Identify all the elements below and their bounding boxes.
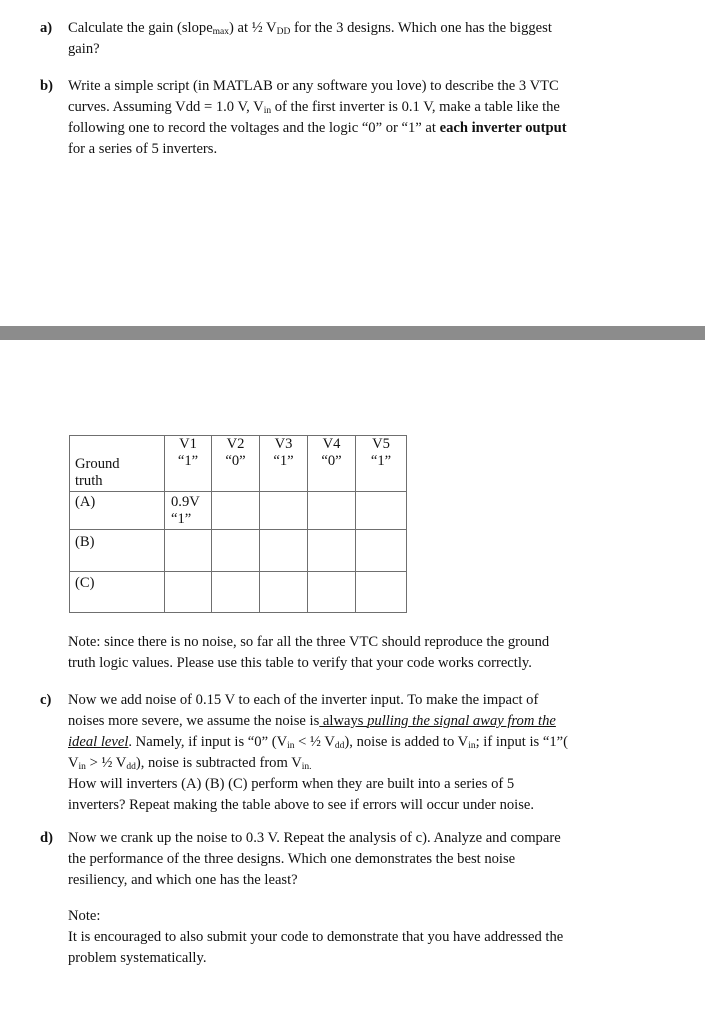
- section-divider: [0, 326, 705, 340]
- cell-b-v3: [260, 530, 308, 572]
- note-submit-code: Note: It is encouraged to also submit your code to demonstrate that you have addressed the problem systematically.: [68, 908, 564, 966]
- part-c-label: c): [40, 692, 52, 708]
- ground-truth-label: Ground truth: [70, 436, 165, 492]
- table-header-row: [70, 436, 407, 492]
- v1-header: V1 “1”: [165, 436, 212, 492]
- note-no-noise: Note: since there is no noise, so far all the three VTC should reproduce the ground truth logic values. Please use this table to verify that your code works correctly.: [68, 634, 550, 671]
- v2-header: V2 “0”: [212, 436, 260, 492]
- row-label-b: (B): [70, 530, 165, 572]
- table-row: [70, 492, 407, 530]
- table-row: [70, 530, 407, 572]
- part-a-text: Calculate the gain (slope$_{max}$) at ½ $V_{DD}$ for the 3 designs. Which one has the biggest gain?: [68, 20, 552, 57]
- cell-c-v3: [260, 572, 308, 613]
- cell-a-v4: [308, 492, 356, 530]
- v3-header: V3 “1”: [260, 436, 308, 492]
- cell-c-v2: [212, 572, 260, 613]
- cell-b-v4: [308, 530, 356, 572]
- cell-a-v5: [356, 492, 407, 530]
- cell-c-v4: [308, 572, 356, 613]
- voltage-table: [69, 435, 407, 613]
- part-d-text: Now we crank up the noise to 0.3 V. Repeat the analysis of c). Analyze and compare the performance of the three designs. Which one demonstrates the best noise resiliency, and which one has the least?: [68, 830, 561, 888]
- row-label-a: (A): [70, 492, 165, 530]
- cell-a-v2: [212, 492, 260, 530]
- cell-b-v5: [356, 530, 407, 572]
- cell-b-v2: [212, 530, 260, 572]
- v4-header: V4 “0”: [308, 436, 356, 492]
- table-row: [70, 572, 407, 613]
- part-c-text: Now we add noise of 0.15 V to each of the inverter input. To make the impact of noises more severe, we assume the noise is always pulling the signal away from the ideal level. Namely, if input is “0” ($V_{in}$ < ½ $V_{dd}$), noise is added to $V_{in}$; if input is “1”( $V_{in}$ > ½ $V_{dd}$), noise is subtracted from $V_{in.}$ How will inverters (A) (B) (C) perform when they are built into a series of 5 inverters? Repeat making the table above to see if errors will occur under noise.: [68, 692, 568, 813]
- cell-a-v1: 0.9V “1”: [165, 492, 212, 530]
- row-label-c: (C): [70, 572, 165, 613]
- part-b-text: Write a simple script (in MATLAB or any software you love) to describe the 3 VTC curves. Assuming Vdd = 1.0 V, $V_{in}$ of the first inverter is 0.1 V, make a table like the following one to record the voltages and the logic “0” or “1” at each inverter output for a series of 5 inverters.: [68, 78, 567, 157]
- v5-header: V5 “1”: [356, 436, 407, 492]
- part-d-label: d): [40, 830, 53, 846]
- cell-c-v5: [356, 572, 407, 613]
- cell-b-v1: [165, 530, 212, 572]
- cell-c-v1: [165, 572, 212, 613]
- part-b-label: b): [40, 78, 53, 94]
- part-a-label: a): [40, 20, 53, 36]
- cell-a-v3: [260, 492, 308, 530]
